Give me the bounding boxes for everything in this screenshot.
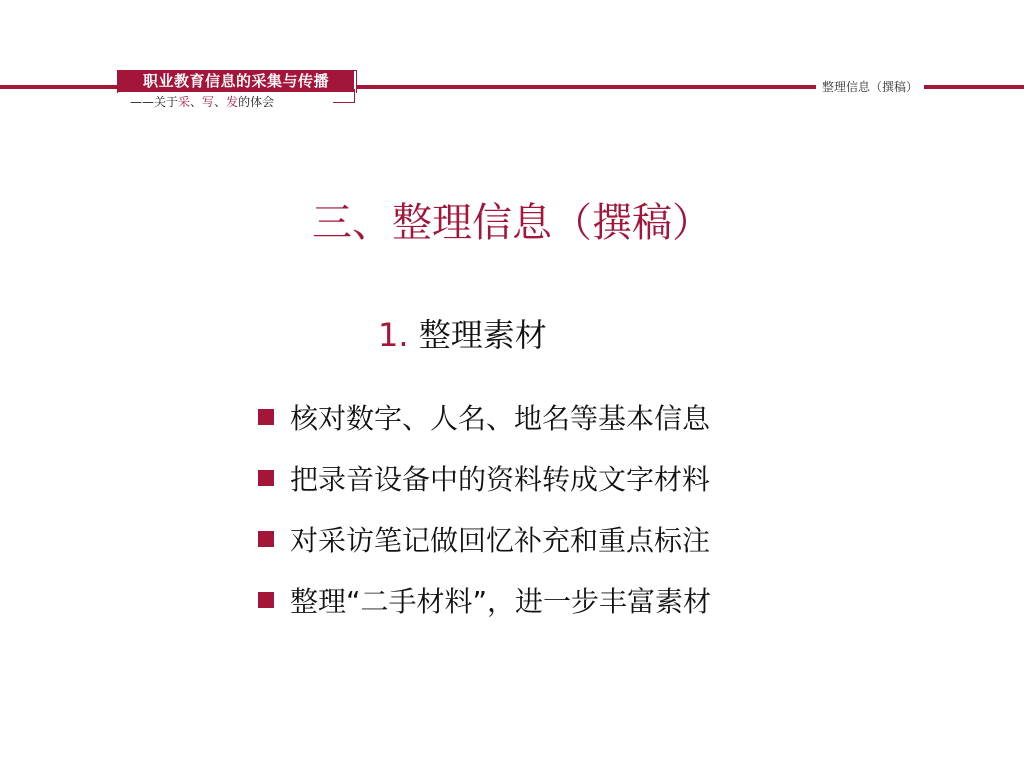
bullet-list <box>258 386 711 630</box>
header-subtitle: ——关于采、写、发的体会 <box>130 95 275 109</box>
square-bullet-icon <box>258 470 274 486</box>
section-title: 整理素材 <box>418 316 547 354</box>
page-title: 三、整理信息（撰稿） <box>312 200 712 246</box>
square-bullet-icon <box>258 592 274 608</box>
list-item <box>258 508 711 569</box>
section-number: 1. <box>378 316 409 354</box>
header-title: 职业教育信息的采集与传播 <box>118 71 354 92</box>
header-section-label: 整理信息（撰稿） <box>816 78 924 96</box>
square-bullet-icon <box>258 531 274 547</box>
subtitle-underline <box>333 102 355 103</box>
list-item-text: 对采访笔记做回忆补充和重点标注 <box>290 523 711 557</box>
list-item <box>258 447 711 508</box>
list-item <box>258 569 711 630</box>
list-item-text: 把录音设备中的资料转成文字材料 <box>290 462 711 496</box>
subtitle-bracket <box>354 89 355 103</box>
list-item-text: 核对数字、人名、地名等基本信息 <box>290 401 711 435</box>
list-item <box>258 386 711 447</box>
section-heading <box>378 313 547 357</box>
square-bullet-icon <box>258 409 274 425</box>
list-item-text: 整理“二手材料”，进一步丰富素材 <box>290 584 712 618</box>
